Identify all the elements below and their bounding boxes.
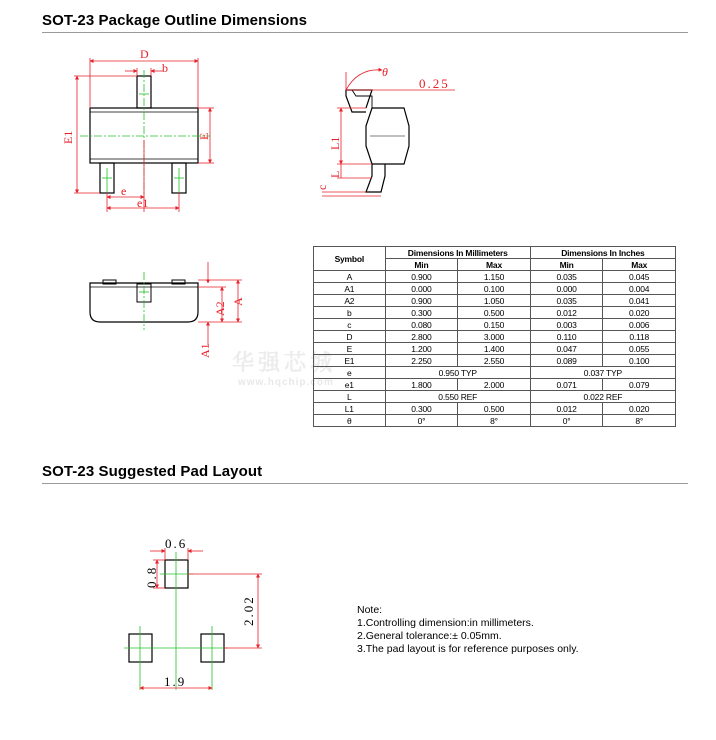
- table-cell: 1.050: [458, 295, 531, 307]
- table-cell: 0.045: [603, 271, 676, 283]
- table-cell: 0.089: [530, 355, 603, 367]
- table-cell: D: [314, 331, 386, 343]
- mm-header: Dimensions In Millimeters: [385, 247, 530, 259]
- table-cell: 3.000: [458, 331, 531, 343]
- table-cell: A2: [314, 295, 386, 307]
- table-cell: 0.006: [603, 319, 676, 331]
- table-cell: 0.079: [603, 379, 676, 391]
- inch-min-header: Min: [530, 259, 603, 271]
- table-cell: 1.800: [385, 379, 458, 391]
- notes-title: Note:: [357, 604, 383, 616]
- table-cell: 0.035: [530, 271, 603, 283]
- label-A: A: [231, 297, 245, 306]
- table-cell: 0.100: [603, 355, 676, 367]
- label-e: e: [121, 184, 127, 198]
- inch-header: Dimensions In Inches: [530, 247, 675, 259]
- table-cell: 0.300: [385, 307, 458, 319]
- table-cell: 0.071: [530, 379, 603, 391]
- table-cell: 0.550 REF: [385, 391, 530, 403]
- table-cell: 0.500: [458, 403, 531, 415]
- side-view-drawing: [315, 65, 455, 196]
- label-horizontal-pitch: 1.9: [164, 674, 187, 689]
- table-cell: L1: [314, 403, 386, 415]
- table-cell: 0.300: [385, 403, 458, 415]
- table-cell: 0.110: [530, 331, 603, 343]
- label-c: c: [315, 184, 329, 190]
- table-cell: 1.400: [458, 343, 531, 355]
- table-cell: 8°: [603, 415, 676, 427]
- label-L1: L1: [328, 136, 342, 150]
- table-cell: c: [314, 319, 386, 331]
- table-row: [314, 307, 676, 319]
- table-cell: 0.900: [385, 271, 458, 283]
- label-gauge: 0.25: [419, 76, 450, 91]
- table-cell: 0.900: [385, 295, 458, 307]
- inch-max-header: Max: [603, 259, 676, 271]
- table-row: [314, 271, 676, 283]
- table-row: [314, 295, 676, 307]
- table-header-row: [314, 247, 676, 259]
- table-row: [314, 415, 676, 427]
- table-row: [314, 403, 676, 415]
- note-item: 2.General tolerance:± 0.05mm.: [357, 630, 502, 642]
- label-E: E: [197, 132, 211, 140]
- table-row: [314, 367, 676, 379]
- pad-layout-drawing: [124, 536, 262, 690]
- table-cell: 1.150: [458, 271, 531, 283]
- table-row: [314, 391, 676, 403]
- table-cell: 0.055: [603, 343, 676, 355]
- table-cell: 0.500: [458, 307, 531, 319]
- table-cell: 2.250: [385, 355, 458, 367]
- note-item: 1.Controlling dimension:in millimeters.: [357, 617, 534, 629]
- table-cell: 8°: [458, 415, 531, 427]
- notes-block: [357, 604, 579, 656]
- table-cell: 2.800: [385, 331, 458, 343]
- table-cell: 0.080: [385, 319, 458, 331]
- label-L: L: [328, 170, 342, 178]
- pad-section-title: SOT-23 Suggested Pad Layout: [42, 463, 263, 480]
- note-item: 3.The pad layout is for reference purposes only.: [357, 643, 579, 655]
- table-cell: 0.037 TYP: [530, 367, 675, 379]
- table-cell: 0°: [530, 415, 603, 427]
- front-view-drawing: [90, 262, 245, 358]
- table-cell: 0.003: [530, 319, 603, 331]
- label-b: b: [162, 61, 168, 75]
- table-cell: 0.020: [603, 403, 676, 415]
- watermark-url: www.hqchip.com: [238, 377, 334, 388]
- table-cell: 0.100: [458, 283, 531, 295]
- table-cell: 0.950 TYP: [385, 367, 530, 379]
- mm-min-header: Min: [385, 259, 458, 271]
- table-cell: 0.012: [530, 307, 603, 319]
- table-cell: e: [314, 367, 386, 379]
- table-row: [314, 283, 676, 295]
- table-cell: 0.020: [603, 307, 676, 319]
- table-cell: 0°: [385, 415, 458, 427]
- label-theta: θ: [382, 65, 388, 79]
- label-e1: e1: [137, 196, 149, 210]
- table-cell: 0.035: [530, 295, 603, 307]
- table-body: [314, 271, 676, 427]
- label-E1: E1: [61, 130, 75, 144]
- table-cell: 2.000: [458, 379, 531, 391]
- dimensions-table: [313, 246, 676, 427]
- table-cell: 1.200: [385, 343, 458, 355]
- table-row: [314, 331, 676, 343]
- watermark-brand: 华强芯城: [232, 351, 337, 376]
- label-pad-height: 0.8: [144, 565, 159, 588]
- table-cell: 0.150: [458, 319, 531, 331]
- symbol-header: Symbol: [314, 247, 386, 271]
- table-cell: A: [314, 271, 386, 283]
- top-view-drawing: [61, 47, 214, 212]
- table-row: [314, 379, 676, 391]
- table-cell: E1: [314, 355, 386, 367]
- label-A1: A1: [198, 343, 212, 358]
- outline-section-title: SOT-23 Package Outline Dimensions: [42, 12, 308, 29]
- table-cell: E: [314, 343, 386, 355]
- table-cell: 0.000: [385, 283, 458, 295]
- label-D: D: [140, 47, 149, 61]
- table-cell: A1: [314, 283, 386, 295]
- label-A2: A2: [213, 301, 227, 316]
- table-row: [314, 355, 676, 367]
- table-cell: 0.041: [603, 295, 676, 307]
- table-cell: 0.004: [603, 283, 676, 295]
- table-cell: b: [314, 307, 386, 319]
- table-cell: 0.022 REF: [530, 391, 675, 403]
- table-cell: θ: [314, 415, 386, 427]
- label-pad-width: 0.6: [165, 536, 188, 551]
- table-cell: 0.118: [603, 331, 676, 343]
- mm-max-header: Max: [458, 259, 531, 271]
- table-cell: 0.000: [530, 283, 603, 295]
- table-cell: 0.047: [530, 343, 603, 355]
- table-row: [314, 319, 676, 331]
- table-cell: 0.012: [530, 403, 603, 415]
- table-cell: e1: [314, 379, 386, 391]
- label-vertical-pitch: 2.02: [241, 595, 256, 626]
- table-cell: 2.550: [458, 355, 531, 367]
- table-row: [314, 343, 676, 355]
- table-cell: L: [314, 391, 386, 403]
